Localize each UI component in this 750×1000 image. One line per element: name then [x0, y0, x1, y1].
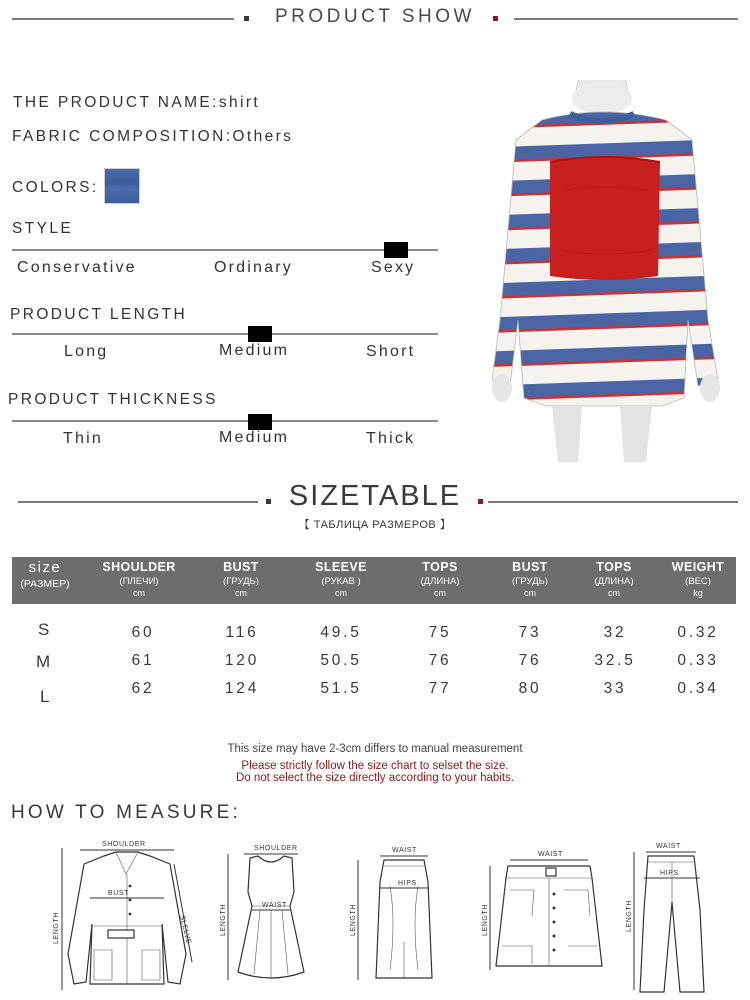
length-option-short: Short [366, 343, 416, 360]
cell-sleeve: 49.5 [320, 624, 362, 641]
colors-label: COLORS: [12, 179, 99, 196]
dress-measure-diagram [214, 840, 306, 992]
thickness-selected-marker [248, 414, 272, 430]
product-photo [470, 80, 735, 465]
how-to-measure-title: HOW TO MEASURE: [11, 802, 241, 823]
jacket-length-label: LENGTH [53, 912, 60, 944]
skirt-length-label: LENGTH [350, 904, 357, 936]
length-selected-marker [248, 326, 272, 342]
jacket-bust-label: BUST [108, 890, 130, 897]
cell-shoulder: 61 [131, 652, 155, 669]
length-title: PRODUCT LENGTH [10, 306, 188, 323]
size-label: M [36, 652, 51, 671]
thickness-option-thick: Thick [366, 430, 416, 447]
pants-measure-diagram [624, 838, 710, 996]
pants-length-label: LENGTH [626, 900, 633, 932]
shorts-waist-label: WAIST [538, 851, 563, 858]
product-name-label: THE PRODUCT NAME: [13, 94, 219, 111]
cell-weight: 0.34 [677, 680, 719, 697]
length-option-long: Long [64, 343, 109, 360]
dress-waist-label: WAIST [262, 902, 287, 909]
header-rule-left [12, 18, 234, 20]
col-header-tops-2: TOPS (ДЛИНА) cm [594, 560, 634, 598]
length-scale-line [12, 333, 438, 335]
style-option-ordinary: Ordinary [214, 259, 293, 276]
dress-length-label: LENGTH [220, 904, 227, 936]
header-dot-left [244, 16, 249, 21]
size-label: L [40, 687, 50, 706]
skirt-hips-label: HIPS [398, 880, 417, 887]
sizetable-dot-right [478, 499, 483, 504]
fabric-value: Others [232, 128, 294, 145]
cell-bust: 124 [224, 680, 260, 697]
cell-tops: 77 [428, 680, 452, 697]
style-option-sexy: Sexy [371, 259, 416, 276]
cell-weight: 0.33 [677, 652, 719, 669]
product-name-value: shirt [218, 94, 261, 111]
cell-bust: 120 [224, 652, 260, 669]
cell-tops-2: 33 [603, 680, 627, 697]
col-header-bust: BUST (ГРУДЬ) cm [223, 560, 259, 598]
cell-bust-2: 73 [518, 624, 542, 641]
col-header-bust-2: BUST (ГРУДЬ) cm [512, 560, 548, 598]
pants-waist-label: WAIST [656, 843, 681, 850]
jacket-sleeve-label: SLELVE [178, 914, 192, 946]
thickness-title: PRODUCT THICKNESS [8, 391, 218, 408]
size-note-follow-chart: Please strictly follow the size chart to selset the size. [241, 760, 509, 772]
sizetable-rule-left [18, 501, 258, 503]
size-note-measurement: This size may have 2-3cm differs to manual measurement [227, 743, 523, 755]
cell-tops: 76 [428, 652, 452, 669]
cell-shoulder: 62 [131, 680, 155, 697]
cell-bust: 116 [225, 624, 259, 641]
col-header-sleeve: SLEEVE (РУКАВ ) cm [315, 560, 367, 598]
cell-bust-2: 76 [518, 652, 542, 669]
cell-sleeve: 51.5 [320, 680, 362, 697]
col-header-shoulder: SHOULDER (ПЛЕЧИ) cm [102, 560, 176, 598]
jacket-measure-diagram [46, 834, 206, 996]
style-title: STYLE [12, 220, 74, 237]
sizetable-subtitle: 【 ТАБЛИЦА РАЗМЕРОВ 】 [298, 519, 452, 531]
shorts-length-label: LENGTH [482, 904, 489, 936]
header-dot-right [493, 16, 498, 21]
pants-hips-label: HIPS [660, 870, 679, 877]
sizetable-dot-left [266, 499, 271, 504]
thickness-option-thin: Thin [63, 430, 103, 447]
col-header-tops: TOPS (ДЛИНА) cm [420, 560, 460, 598]
style-scale-line [12, 249, 438, 251]
style-selected-marker [384, 242, 408, 258]
skirt-measure-diagram [344, 842, 444, 990]
col-header-size: size (РАЗМЕР) [20, 559, 70, 590]
col-header-weight: WEIGHT (ВЕС) kg [671, 560, 725, 598]
cell-shoulder: 60 [131, 624, 155, 641]
page-title: PRODUCT SHOW [275, 6, 475, 27]
size-note-habits: Do not select the size directly according to your habits. [235, 772, 515, 784]
size-label: S [38, 620, 50, 639]
sizetable-title: SIZETABLE [288, 480, 462, 512]
color-swatch-blue[interactable] [104, 168, 140, 204]
dress-shoulder-label: SHOULDER [254, 845, 298, 852]
sizetable-rule-right [488, 501, 738, 503]
thickness-scale-line [12, 420, 438, 422]
cell-tops-2: 32.5 [594, 652, 636, 669]
product-name-row [13, 94, 260, 112]
cell-sleeve: 50.5 [320, 652, 362, 669]
cell-tops: 75 [428, 624, 452, 641]
cell-weight: 0.32 [677, 624, 719, 641]
cell-tops-2: 32 [603, 624, 627, 641]
header-rule-right [514, 18, 738, 20]
jacket-shoulder-label: SHOULDER [102, 841, 146, 848]
shorts-measure-diagram [476, 846, 614, 976]
style-option-conservative: Conservative [17, 259, 137, 276]
fabric-row [12, 128, 293, 146]
fabric-label: FABRIC COMPOSITION: [12, 128, 233, 145]
thickness-option-medium: Medium [219, 429, 290, 446]
size-table-header [12, 557, 736, 604]
skirt-waist-label: WAIST [392, 847, 417, 854]
cell-bust-2: 80 [518, 680, 542, 697]
length-option-medium: Medium [219, 342, 290, 359]
